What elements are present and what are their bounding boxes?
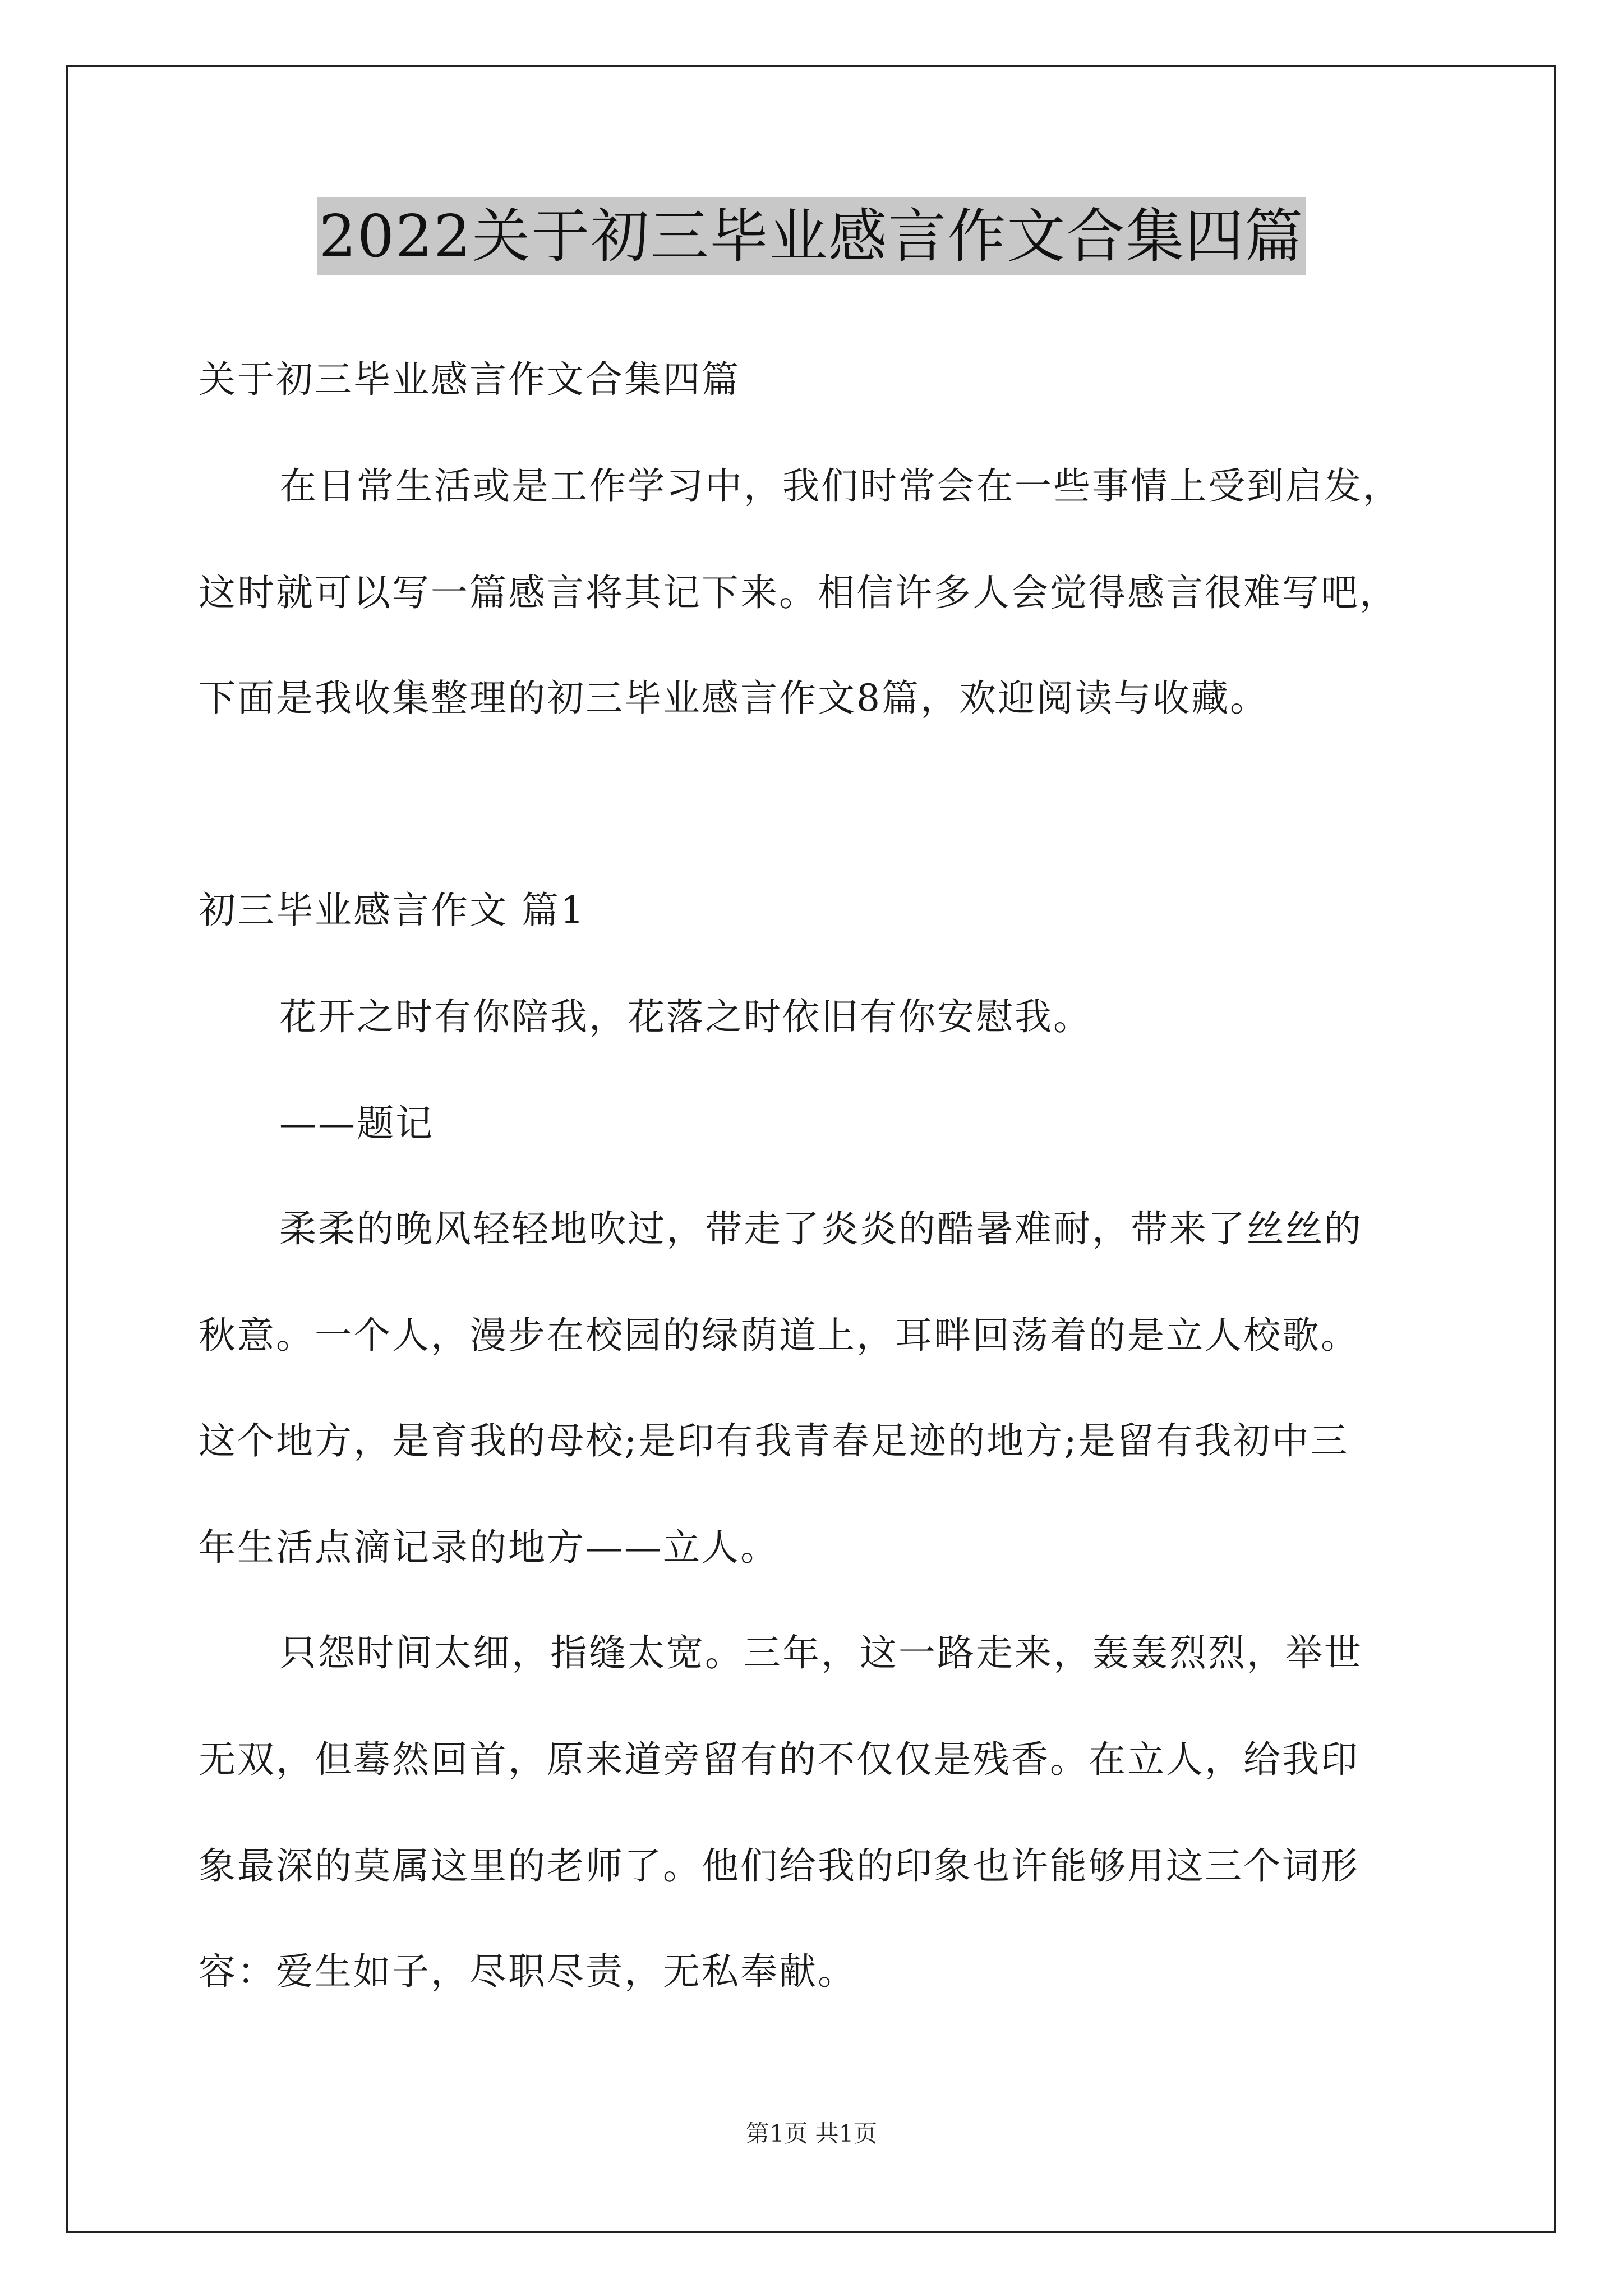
title-container bbox=[0, 197, 1623, 275]
epigraph-note: ——题记 bbox=[279, 1102, 434, 1145]
paragraph-2-line-1: 只怨时间太细，指缝太宽。三年，这一路走来，轰轰烈烈，举世 bbox=[279, 1631, 1363, 1674]
page-footer: 第1页 共1页 bbox=[745, 2120, 878, 2147]
paragraph-1-line-1: 柔柔的晚风轻轻地吹过，带走了炎炎的酷暑难耐，带来了丝丝的 bbox=[279, 1207, 1363, 1250]
paragraph-2-line-2: 无双，但蓦然回首，原来道旁留有的不仅仅是残香。在立人，给我印 bbox=[199, 1738, 1359, 1781]
intro-line-2: 这时就可以写一篇感言将其记下来。相信许多人会觉得感言很难写吧， bbox=[199, 571, 1398, 614]
paragraph-2-line-4: 容：爱生如子，尽职尽责，无私奉献。 bbox=[199, 1950, 856, 1993]
paragraph-1-line-4: 年生活点滴记录的地方——立人。 bbox=[199, 1526, 779, 1569]
intro-line-3: 下面是我收集整理的初三毕业感言作文8篇，欢迎阅读与收藏。 bbox=[199, 677, 1269, 720]
epigraph: 花开之时有你陪我，花落之时依旧有你安慰我。 bbox=[279, 995, 1092, 1038]
section-heading: 初三毕业感言作文 篇1 bbox=[199, 889, 585, 932]
document-subtitle: 关于初三毕业感言作文合集四篇 bbox=[199, 358, 740, 401]
paragraph-1-line-3: 这个地方，是育我的母校;是印有我青春足迹的地方;是留有我初中三 bbox=[199, 1419, 1349, 1462]
document-title: 2022关于初三毕业感言作文合集四篇 bbox=[317, 197, 1307, 275]
paragraph-2-line-3: 象最深的莫属这里的老师了。他们给我的印象也许能够用这三个词形 bbox=[199, 1844, 1359, 1888]
paragraph-1-line-2: 秋意。一个人，漫步在校园的绿荫道上，耳畔回荡着的是立人校歌。 bbox=[199, 1314, 1359, 1357]
intro-line-1: 在日常生活或是工作学习中，我们时常会在一些事情上受到启发， bbox=[279, 464, 1401, 508]
